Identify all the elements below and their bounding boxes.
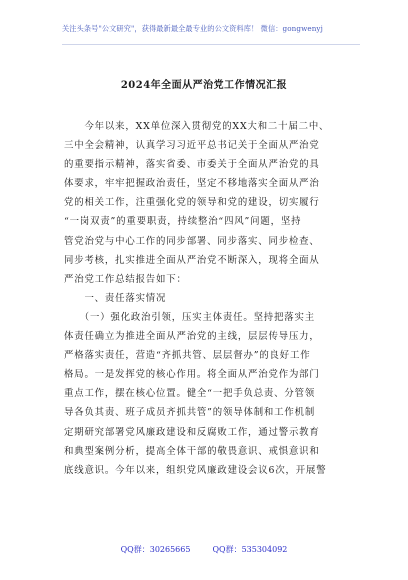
body-line: 党的相关工作，注重强化党的领导和党的建设，切实履行 (64, 197, 320, 209)
document-body (64, 117, 348, 480)
body-line: （一）强化政治引领，压实主体责任。坚持把落实主 (64, 311, 315, 323)
body-line: 格局。一是发挥党的核心作用。将全面从严治党作为部门 (64, 369, 320, 381)
header-divider (62, 44, 360, 45)
body-line: 重点工作，摆在核心位置。健全“一把手负总责、分管领 (64, 388, 316, 400)
body-line: 体要求，牢牢把握政治责任，坚定不移地落实全面从严治 (64, 178, 320, 190)
body-line: 底线意识。今年以来，组织党风廉政建设会议6次，开展警 (64, 464, 327, 476)
body-line: 三中全会精神，认真学习习近平总书记关于全面从严治党 (64, 140, 320, 152)
body-line: 和典型案例分析，提高全体干部的敬畏意识、戒惧意识和 (64, 445, 320, 457)
body-line: 管党治党与中心工作的同步部署、同步落实、同步检查、 (64, 235, 320, 247)
body-line: 的重要指示精神，落实省委、市委关于全面从严治党的具 (64, 159, 320, 171)
footer-qq-group-1: QQ群：30265665 (120, 545, 191, 554)
header-banner: 关注头条号"公文研究"，获得最新最全最专业的公文资料库！ 微信：gongwenyj (62, 24, 323, 33)
body-line: “一岗双责”的重要职责，持续整治“四风”问题，坚持 (64, 216, 302, 228)
footer-qq-group-2: QQ群：535304092 (212, 545, 288, 554)
body-line: 体责任确立为推进全面从严治党的主线，层层传导压力， (64, 331, 320, 343)
document-title: 2024年全面从严治党工作情况汇报 (120, 80, 288, 91)
footer-contacts (0, 544, 408, 555)
body-line: 定期研究部署党风廉政建设和反腐败工作，通过警示教育 (64, 426, 320, 438)
body-line: 同步考核，扎实推进全面从严治党不断深入，现将全面从 (64, 254, 320, 266)
section-heading: 一、责任落实情况 (64, 292, 167, 304)
body-line: 严格落实责任，营造“齐抓共管、层层督办”的良好工作 (64, 350, 311, 362)
body-line: 今年以来，XX单位深入贯彻党的XX大和二十届二中、 (64, 121, 330, 132)
body-line: 严治党工作总结报告如下： (64, 273, 187, 285)
body-line: 导各负其责、班子成员齐抓共管”的领导体制和工作机制 (64, 407, 316, 419)
